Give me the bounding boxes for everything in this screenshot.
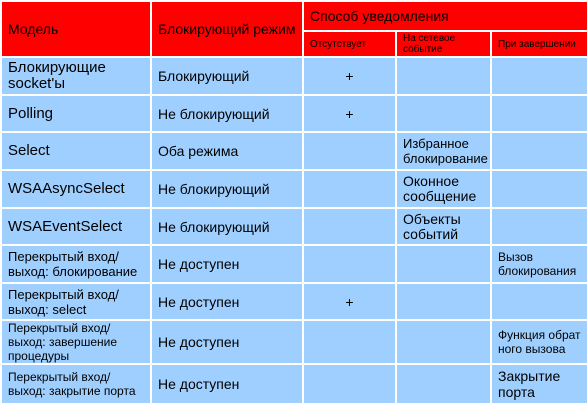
cell-none: [303, 170, 396, 208]
table-row: [1, 364, 587, 404]
table-row: [1, 57, 587, 95]
cell-network: [396, 95, 491, 132]
cell-model: Блокирующие socket'ы: [1, 57, 151, 95]
header-notification-method: Способ уведомления: [303, 1, 587, 31]
cell-none: [303, 320, 396, 364]
cell-model: WSAAsyncSelect: [1, 170, 151, 208]
cell-completion: Закрытие порта: [491, 364, 587, 404]
cell-network: Объекты событий: [396, 208, 491, 245]
cell-model: Polling: [1, 95, 151, 132]
cell-network: Оконное сообщение: [396, 170, 491, 208]
cell-model: WSAEventSelect: [1, 208, 151, 245]
cell-model: Select: [1, 132, 151, 170]
header-model: Модель: [1, 1, 151, 57]
cell-model: Перекрытый вход/ выход: select: [1, 283, 151, 320]
cell-none: [303, 364, 396, 404]
cell-model: Перекрытый вход/выход: завершение процедуры: [1, 320, 151, 364]
cell-none: [303, 132, 396, 170]
cell-mode: Не блокирующий: [151, 95, 303, 132]
cell-mode: Не доступен: [151, 283, 303, 320]
cell-completion: [491, 208, 587, 245]
table-row: [1, 283, 587, 320]
cell-completion: [491, 170, 587, 208]
cell-none: +: [303, 283, 396, 320]
cell-mode: Не доступен: [151, 320, 303, 364]
cell-model: Перекрытый вход/ выход: закрытие порта: [1, 364, 151, 404]
cell-completion: Вызов блокирования: [491, 245, 587, 283]
table-row: [1, 320, 587, 364]
cell-network: [396, 57, 491, 95]
cell-none: [303, 245, 396, 283]
cell-network: [396, 364, 491, 404]
cell-network: [396, 320, 491, 364]
cell-completion: [491, 132, 587, 170]
cell-mode: Не доступен: [151, 364, 303, 404]
table-row: [1, 132, 587, 170]
header-sub-completion: При завершении: [491, 31, 587, 57]
header-sub-network-event: На сетевое событие: [396, 31, 491, 57]
header-blocking-mode: Блокирующий режим: [151, 1, 303, 57]
cell-completion: [491, 283, 587, 320]
cell-network: [396, 283, 491, 320]
cell-network: Избранное блокирование: [396, 132, 491, 170]
cell-none: +: [303, 57, 396, 95]
table-row: [1, 170, 587, 208]
table-row: [1, 245, 587, 283]
cell-completion: Функция обрат ного вызова: [491, 320, 587, 364]
cell-mode: Блокирующий: [151, 57, 303, 95]
table-row: [1, 208, 587, 245]
cell-mode: Не блокирующий: [151, 170, 303, 208]
header-sub-none: Отсутствует: [303, 31, 396, 57]
cell-mode: Не доступен: [151, 245, 303, 283]
cell-completion: [491, 57, 587, 95]
cell-none: +: [303, 95, 396, 132]
cell-none: [303, 208, 396, 245]
cell-model: Перекрытый вход/ выход: блокирование: [1, 245, 151, 283]
table-row: [1, 95, 587, 132]
cell-mode: Не блокирующий: [151, 208, 303, 245]
cell-completion: [491, 95, 587, 132]
cell-mode: Оба режима: [151, 132, 303, 170]
cell-network: [396, 245, 491, 283]
